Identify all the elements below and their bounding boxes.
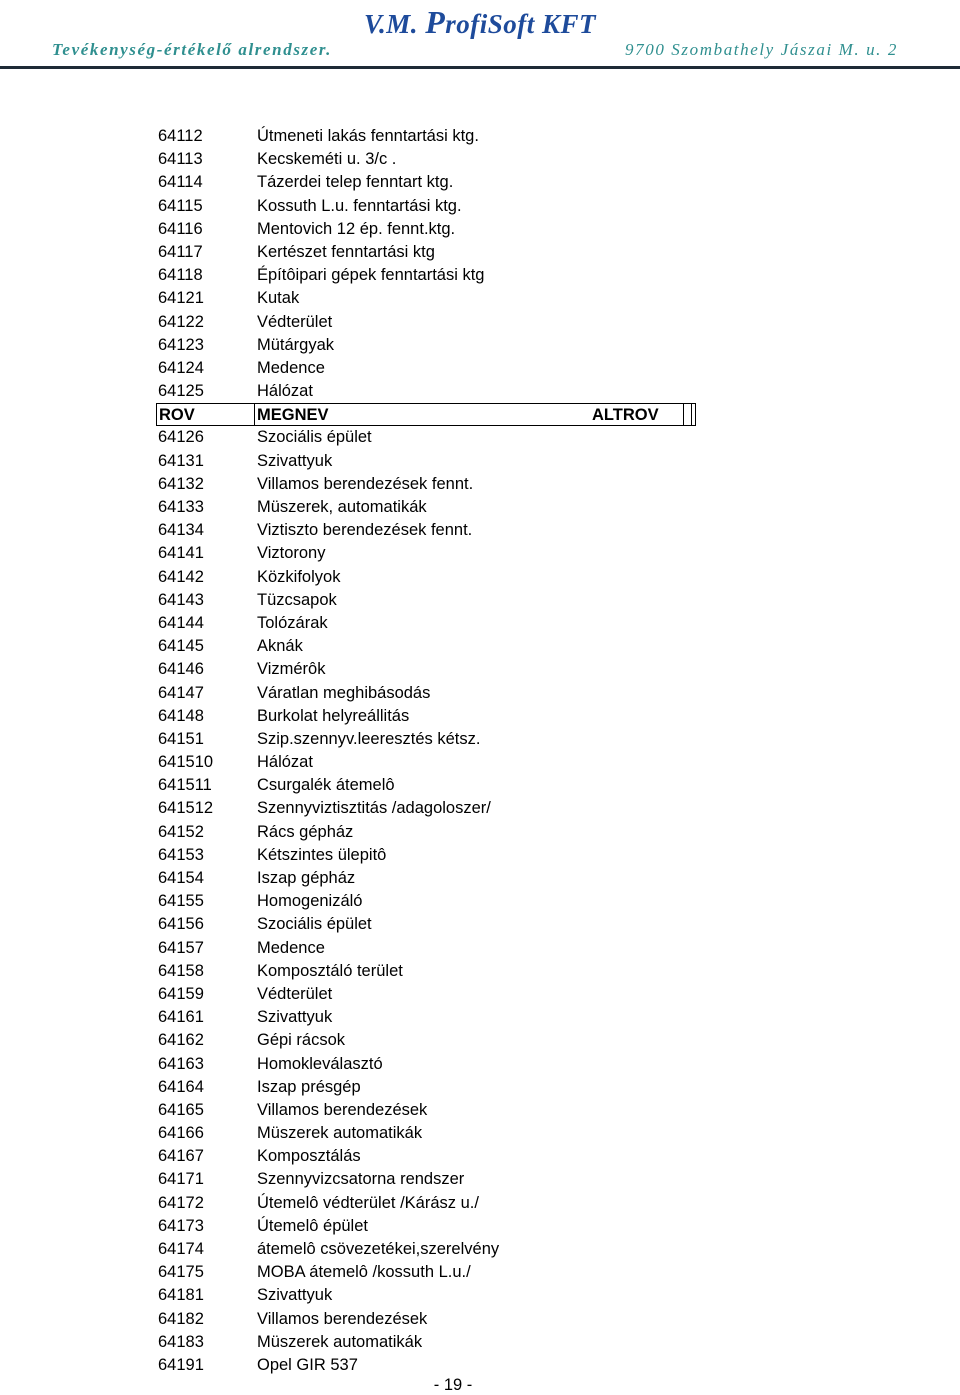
list-item [0, 148, 960, 171]
list-item [0, 682, 960, 705]
item-code: 64171 [158, 1170, 204, 1189]
list-item [0, 635, 960, 658]
item-name: Gépi rácsok [257, 1031, 346, 1050]
company-prefix: V.M. [363, 9, 426, 39]
rows-after [0, 426, 960, 1377]
item-code: 64131 [158, 451, 204, 470]
item-name: Medence [257, 938, 325, 957]
company-rest: rofiSoft KFT [445, 9, 597, 39]
item-name: Szivattyuk [257, 451, 333, 470]
item-name: Burkolat helyreállitás [257, 706, 410, 725]
list-item [0, 1354, 960, 1377]
item-name: Kutak [257, 289, 300, 308]
item-code: 64175 [158, 1263, 204, 1282]
item-name: átemelô csövezetékei,szerelvény [257, 1240, 500, 1258]
item-name: Szivattyuk [257, 1008, 333, 1027]
list-item [0, 890, 960, 913]
table-header-row [0, 403, 960, 426]
list-item [0, 311, 960, 334]
item-code: 64174 [158, 1240, 204, 1258]
item-name: Mütárgyak [257, 335, 335, 354]
item-name: Medence [257, 358, 325, 377]
list-item [0, 241, 960, 264]
item-code: 64115 [158, 196, 203, 215]
list-item [0, 612, 960, 635]
rows-before [0, 125, 960, 403]
list-item [0, 1029, 960, 1052]
list-item [0, 751, 960, 774]
list-item [0, 566, 960, 589]
item-code: 64153 [158, 845, 204, 864]
list-item [0, 287, 960, 310]
item-name: Szennyviztisztitás /adagoloszer/ [257, 799, 491, 818]
header-divider [254, 404, 255, 425]
item-code: 64113 [158, 150, 203, 169]
list-item [0, 1284, 960, 1307]
list-item [0, 1076, 960, 1099]
list-item [0, 195, 960, 218]
item-code: 64126 [158, 428, 204, 447]
item-name: Építôipari gépek fenntartási ktg [257, 266, 485, 285]
item-name: Villamos berendezések [257, 1309, 428, 1328]
item-code: 64122 [158, 312, 204, 331]
item-name: Müszerek, automatikák [257, 498, 427, 516]
item-code: 64155 [158, 892, 204, 911]
list-item [0, 1238, 960, 1261]
item-name: Útemelô védterület /Kárász u./ [257, 1193, 479, 1212]
item-name: Csurgalék átemelô [257, 776, 395, 795]
item-code: 641511 [158, 776, 212, 795]
item-name: Útemelô épület [257, 1216, 368, 1235]
item-code: 64141 [158, 544, 204, 563]
list-item [0, 1122, 960, 1145]
item-name: Védterület [257, 312, 333, 331]
item-code: 64147 [158, 683, 204, 702]
list-item [0, 797, 960, 820]
item-code: 64152 [158, 822, 204, 841]
list-item [0, 728, 960, 751]
item-name: Müszerek automatikák [257, 1332, 423, 1351]
list-item [0, 426, 960, 449]
list-item [0, 844, 960, 867]
list-item [0, 334, 960, 357]
item-name: Iszap présgép [257, 1077, 361, 1096]
list-item [0, 774, 960, 797]
item-name: Kecskeméti u. 3/c . [257, 150, 397, 169]
list-item [0, 1308, 960, 1331]
item-code: 64148 [158, 706, 204, 725]
list-item [0, 1261, 960, 1284]
item-name: Villamos berendezések [257, 1100, 428, 1119]
item-code: 64124 [158, 358, 204, 377]
list-item [0, 983, 960, 1006]
list-item [0, 1099, 960, 1122]
list-item [0, 821, 960, 844]
item-code: 641512 [158, 799, 214, 818]
item-name: Szociális épület [257, 428, 372, 447]
item-name: Komposztáló terület [257, 961, 403, 980]
list-item [0, 357, 960, 380]
list-item [0, 473, 960, 496]
item-code: 64132 [158, 474, 204, 493]
item-name: Viztorony [257, 544, 326, 563]
item-code: 64158 [158, 961, 204, 980]
header-altrov: ALTROV [592, 406, 659, 425]
item-code: 64118 [158, 266, 203, 285]
item-code: 64125 [158, 382, 204, 401]
item-code: 64116 [158, 219, 203, 238]
item-name: Komposztálás [257, 1147, 361, 1166]
item-code: 64151 [158, 729, 204, 748]
table-header-box [156, 403, 696, 426]
item-code: 64142 [158, 567, 204, 586]
item-code: 64161 [158, 1008, 204, 1027]
item-code: 64172 [158, 1193, 204, 1212]
list-item [0, 1331, 960, 1354]
item-name: Müszerek automatikák [257, 1124, 423, 1143]
item-code: 64191 [158, 1355, 204, 1374]
code-list [0, 125, 960, 1377]
item-name: Kétszintes ülepitô [257, 845, 387, 864]
item-code: 64146 [158, 660, 204, 679]
company-name [0, 4, 960, 41]
list-item [0, 380, 960, 403]
item-code: 64143 [158, 590, 204, 609]
item-code: 64166 [158, 1124, 204, 1143]
item-name: Szip.szennyv.leeresztés kétsz. [257, 729, 481, 748]
item-name: Villamos berendezések fennt. [257, 474, 474, 493]
item-code: 64144 [158, 613, 204, 632]
item-name: Kertészet fenntartási ktg [257, 242, 435, 261]
header-divider [691, 404, 692, 425]
item-code: 64182 [158, 1309, 204, 1328]
header-rov: ROV [159, 406, 195, 425]
list-item [0, 589, 960, 612]
item-code: 64145 [158, 637, 204, 656]
item-name: Iszap gépház [257, 869, 356, 887]
list-item [0, 937, 960, 960]
page-number: - 19 - [433, 1376, 473, 1394]
list-item [0, 913, 960, 936]
item-code: 64134 [158, 521, 204, 540]
item-code: 64112 [158, 127, 203, 145]
item-name: Mentovich 12 ép. fennt.ktg. [257, 219, 456, 238]
item-name: Útmeneti lakás fenntartási ktg. [257, 127, 479, 145]
item-name: Váratlan meghibásodás [257, 683, 431, 702]
item-name: Védterület [257, 984, 333, 1003]
item-name: Szivattyuk [257, 1286, 333, 1305]
header-rule [0, 66, 960, 69]
item-name: Kossuth L.u. fenntartási ktg. [257, 196, 462, 215]
company-initial: P [425, 4, 446, 40]
item-name: Tüzcsapok [257, 590, 337, 609]
item-name: MOBA átemelô /kossuth L.u./ [257, 1263, 471, 1282]
item-code: 64121 [158, 289, 204, 308]
list-item [0, 1215, 960, 1238]
item-name: Viztiszto berendezések fennt. [257, 521, 473, 540]
list-item [0, 542, 960, 565]
item-code: 64183 [158, 1332, 204, 1351]
item-code: 641510 [158, 753, 214, 772]
list-item [0, 1192, 960, 1215]
header-megnev: MEGNEV [257, 406, 329, 425]
header-divider [683, 404, 684, 425]
item-name: Tázerdei telep fenntart ktg. [257, 173, 454, 192]
item-name: Szennyvizcsatorna rendszer [257, 1170, 465, 1189]
item-code: 64159 [158, 984, 204, 1003]
list-item [0, 125, 960, 148]
list-item [0, 1006, 960, 1029]
list-item [0, 496, 960, 519]
item-code: 64173 [158, 1216, 204, 1235]
item-name: Szociális épület [257, 915, 372, 934]
item-name: Homogenizáló [257, 892, 363, 911]
item-name: Homokleválasztó [257, 1054, 383, 1073]
item-name: Hálózat [257, 382, 313, 401]
list-item [0, 1168, 960, 1191]
list-item [0, 658, 960, 681]
item-name: Tolózárak [257, 613, 328, 632]
item-code: 64181 [158, 1286, 204, 1305]
item-name: Vizmérôk [257, 660, 326, 679]
item-name: Rács gépház [257, 822, 354, 841]
list-item [0, 1145, 960, 1168]
list-item [0, 867, 960, 890]
list-item [0, 264, 960, 287]
item-code: 64123 [158, 335, 204, 354]
subsystem-title: Tevékenység-értékelő alrendszer. [52, 40, 333, 59]
company-address: 9700 Szombathely Jászai M. u. 2 [625, 40, 898, 59]
list-item [0, 218, 960, 241]
item-code: 64133 [158, 498, 204, 516]
item-code: 64114 [158, 173, 203, 192]
item-code: 64167 [158, 1147, 204, 1166]
item-code: 64154 [158, 869, 204, 887]
item-name: Közkifolyok [257, 567, 341, 586]
list-item [0, 171, 960, 194]
list-item [0, 519, 960, 542]
item-code: 64117 [158, 242, 203, 261]
item-code: 64157 [158, 938, 204, 957]
list-item [0, 960, 960, 983]
item-name: Aknák [257, 637, 303, 656]
list-item [0, 1053, 960, 1076]
item-code: 64163 [158, 1054, 204, 1073]
list-item [0, 705, 960, 728]
item-name: Hálózat [257, 753, 313, 772]
list-item [0, 450, 960, 473]
item-code: 64165 [158, 1100, 204, 1119]
item-code: 64156 [158, 915, 204, 934]
item-code: 64164 [158, 1077, 204, 1096]
item-name: Opel GIR 537 [257, 1355, 358, 1374]
item-code: 64162 [158, 1031, 204, 1050]
